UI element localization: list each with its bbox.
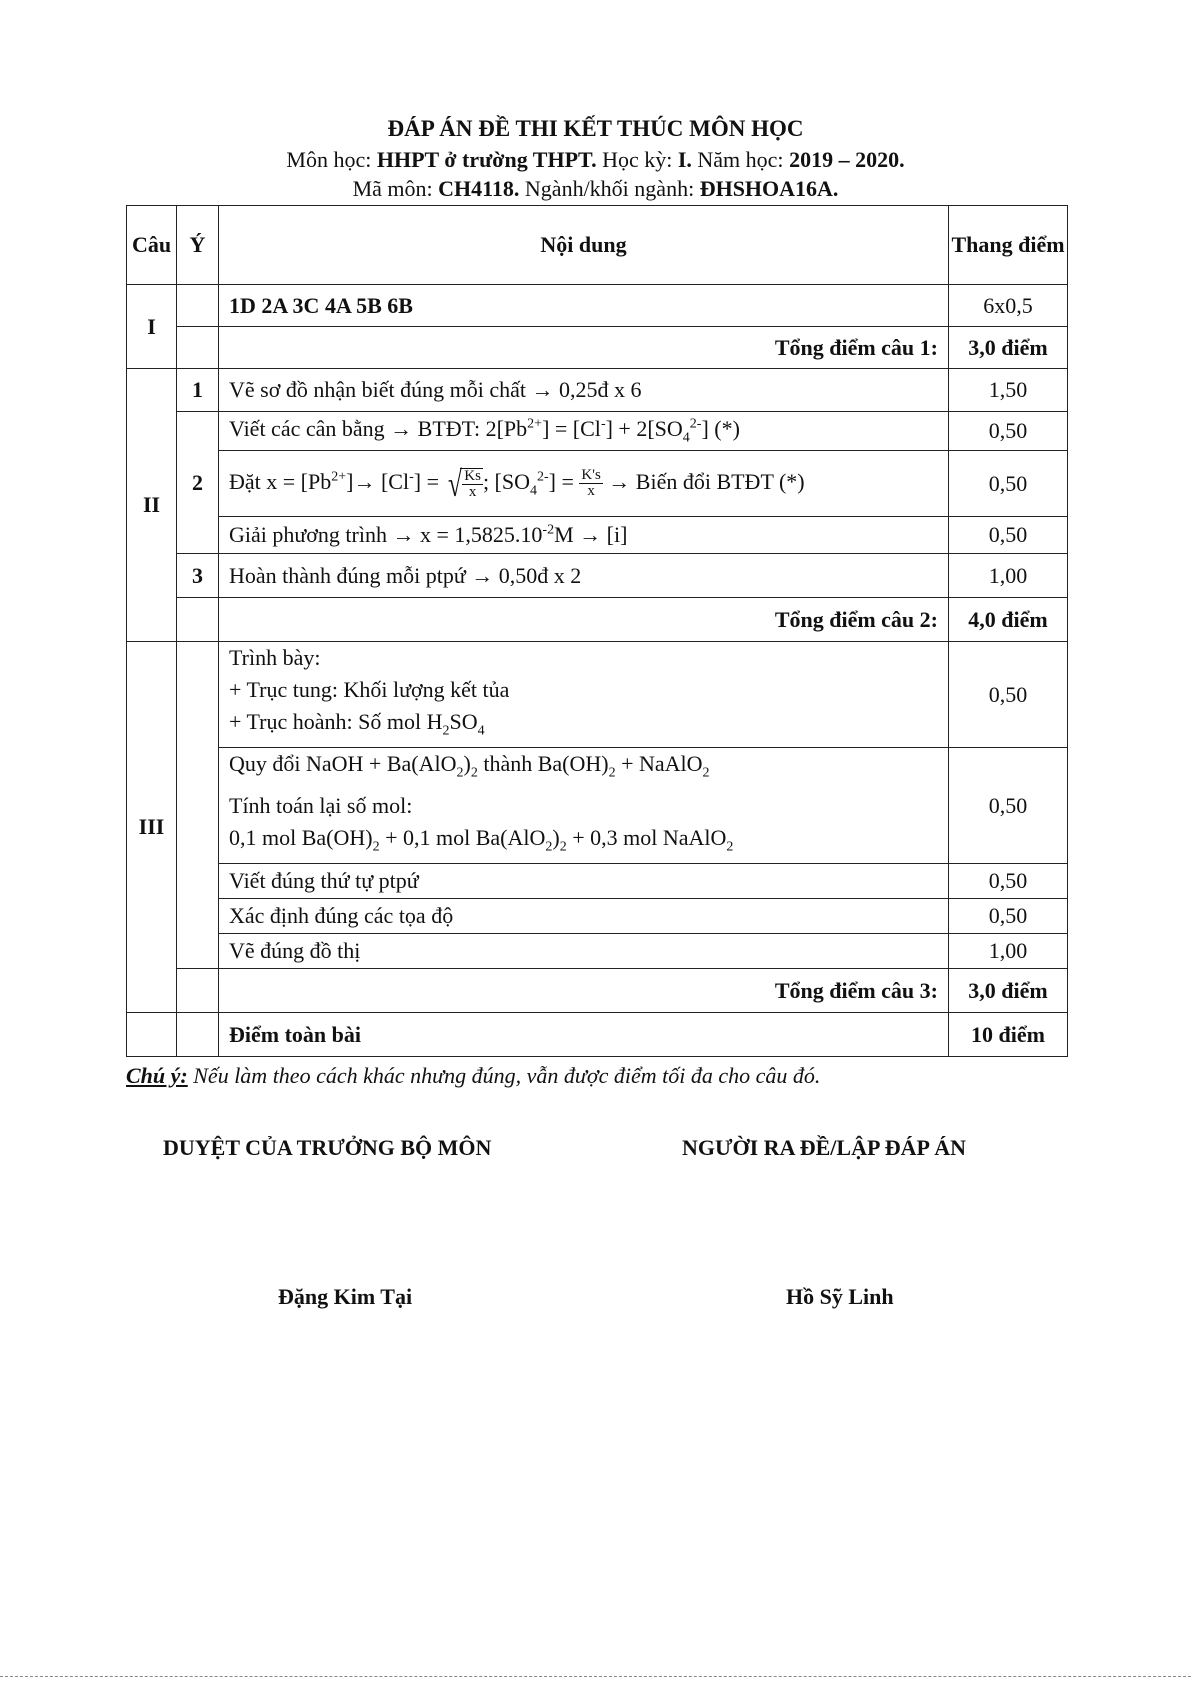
term-value: I. <box>677 147 692 172</box>
q2-total-label: Tổng điểm câu 2: <box>219 598 949 642</box>
signature-left-title: DUYỆT CỦA TRƯỞNG BỘ MÔN <box>163 1135 492 1160</box>
q2-y3-score: 1,00 <box>949 554 1068 598</box>
q2-y2-a-score: 0,50 <box>949 412 1068 451</box>
q3-y-cell <box>177 642 219 969</box>
year-label: Năm học: <box>697 147 784 172</box>
answer-table <box>126 205 1068 1057</box>
q3-b-score: 0,50 <box>949 748 1068 864</box>
q3-b-text: Quy đổi NaOH + $Ba(AlO_2)_2$ thành $Ba(OH)_2$ + NaAlO$_2$ Tính toán lại số mol: 0,1 mol $Ba(OH)_2 + 0,1$ mol $Ba(AlO_2)_2 + 0,3$ mol NaAlO$_2$ <box>219 748 949 864</box>
table-row <box>127 899 1068 934</box>
table-row <box>127 554 1068 598</box>
fraction-ks-prime-x: $\frac{K's}{x}$ <box>581 467 601 499</box>
q2-y1-text: Vẽ sơ đồ nhận biết đúng mỗi chất → 0,25đ x 6 <box>219 369 949 412</box>
q2-y3-text: Hoàn thành đúng mỗi ptpứ → 0,50đ x 2 <box>219 554 949 598</box>
subject-value: HHPT ở trường THPT. <box>376 147 597 172</box>
table-row <box>127 1013 1068 1057</box>
table-row <box>127 451 1068 517</box>
q2-y3: 3 <box>177 554 219 598</box>
grand-y-cell <box>177 1013 219 1057</box>
q2-y2: 2 <box>177 412 219 554</box>
q3-total-label: Tổng điểm câu 3: <box>219 969 949 1013</box>
signature-right-title: NGƯỜI RA ĐỀ/LẬP ĐÁP ÁN <box>682 1135 966 1160</box>
q2-y2-c-score: 0,50 <box>949 517 1068 554</box>
signature-left-name: Đặng Kim Tại <box>278 1284 413 1309</box>
table-row <box>127 285 1068 327</box>
q1-total-score: 3,0 điểm <box>949 327 1068 369</box>
signature-right-name: Hồ Sỹ Linh <box>786 1284 894 1309</box>
q3-label: III <box>127 642 177 1013</box>
q2-y2-a-text: Viết các cân bằng → BTĐT: $2[Pb^{2+}] = [Cl^-] + 2[SO_4^{2-}]$ (*) <box>219 412 949 451</box>
table-row <box>127 969 1068 1013</box>
table-row <box>127 934 1068 969</box>
q2-total-y-cell <box>177 598 219 642</box>
table-row <box>127 327 1068 369</box>
q3-a-score: 0,50 <box>949 642 1068 748</box>
q1-y-cell <box>177 285 219 327</box>
q3-total-y-cell <box>177 969 219 1013</box>
major-label: Ngành/khối ngành: <box>524 176 695 201</box>
code-label: Mã môn: <box>352 176 433 201</box>
year-value: 2019 – 2020. <box>789 147 905 172</box>
q3-a-text: Trình bày: + Trục tung: Khối lượng kết tủa + Trục hoành: Số mol $H_2SO_4$ <box>219 642 949 748</box>
bottom-divider <box>0 1676 1191 1677</box>
header-score: Thang điểm <box>949 206 1068 285</box>
note-label: Chú ý: <box>126 1063 188 1088</box>
table-header-row <box>127 206 1068 285</box>
table-row <box>127 864 1068 899</box>
sqrt-icon: √ <box>447 463 462 504</box>
q2-y1: 1 <box>177 369 219 412</box>
fraction-ks-x: $\frac{Ks}{x}$ <box>464 467 481 500</box>
q3-d-score: 0,50 <box>949 899 1068 934</box>
table-row <box>127 517 1068 554</box>
code-value: CH4118. <box>438 176 520 201</box>
table-row <box>127 412 1068 451</box>
q3-e-text: Vẽ đúng đồ thị <box>219 934 949 969</box>
q1-label: I <box>127 285 177 369</box>
table-row <box>127 598 1068 642</box>
q3-e-score: 1,00 <box>949 934 1068 969</box>
q1-total-y-cell <box>177 327 219 369</box>
major-value: ĐHSHOA16A. <box>699 176 839 201</box>
q1-answer-score: 6x0,5 <box>949 285 1068 327</box>
note-text: Nếu làm theo cách khác nhưng đúng, vẫn được điểm tối đa cho câu đó. <box>193 1063 821 1088</box>
q2-y1-score: 1,50 <box>949 369 1068 412</box>
q2-y2-b-text: Đặt $x = [Pb^{2+}]\to [Cl^-]$ = √ $\frac{Ks}{x}$ ; $[SO_4^{2-}]$ = $\frac{K's}{x}$ → Biến đổi BTĐT (*) <box>219 451 949 517</box>
q2-total-score: 4,0 điểm <box>949 598 1068 642</box>
table-row <box>127 369 1068 412</box>
subject-label: Môn học: <box>286 147 372 172</box>
q1-total-label: Tổng điểm câu 1: <box>219 327 949 369</box>
q3-total-score: 3,0 điểm <box>949 969 1068 1013</box>
term-label: Học kỳ: <box>602 147 673 172</box>
subject-line <box>0 145 1191 175</box>
q2-label: II <box>127 369 177 642</box>
code-line <box>0 174 1191 204</box>
table-row <box>127 642 1068 748</box>
table-row <box>127 748 1068 864</box>
q1-answer: 1D 2A 3C 4A 5B 6B <box>219 285 949 327</box>
q3-c-score: 0,50 <box>949 864 1068 899</box>
q2-y2-c-text: Giải phương trình → $x = 1,5825.10^{-2}M \to [i]$ <box>219 517 949 554</box>
grand-total-score: 10 điểm <box>949 1013 1068 1057</box>
q3-d-text: Xác định đúng các tọa độ <box>219 899 949 934</box>
page-title: ĐÁP ÁN ĐỀ THI KẾT THÚC MÔN HỌC <box>387 116 804 141</box>
grand-cau-cell <box>127 1013 177 1057</box>
header-content: Nội dung <box>219 206 949 285</box>
q2-y2-b-score: 0,50 <box>949 451 1068 517</box>
grand-total-label: Điểm toàn bài <box>219 1013 949 1057</box>
q3-c-text: Viết đúng thứ tự ptpứ <box>219 864 949 899</box>
header-cau: Câu <box>127 206 177 285</box>
note <box>126 1063 820 1089</box>
header-y: Ý <box>177 206 219 285</box>
